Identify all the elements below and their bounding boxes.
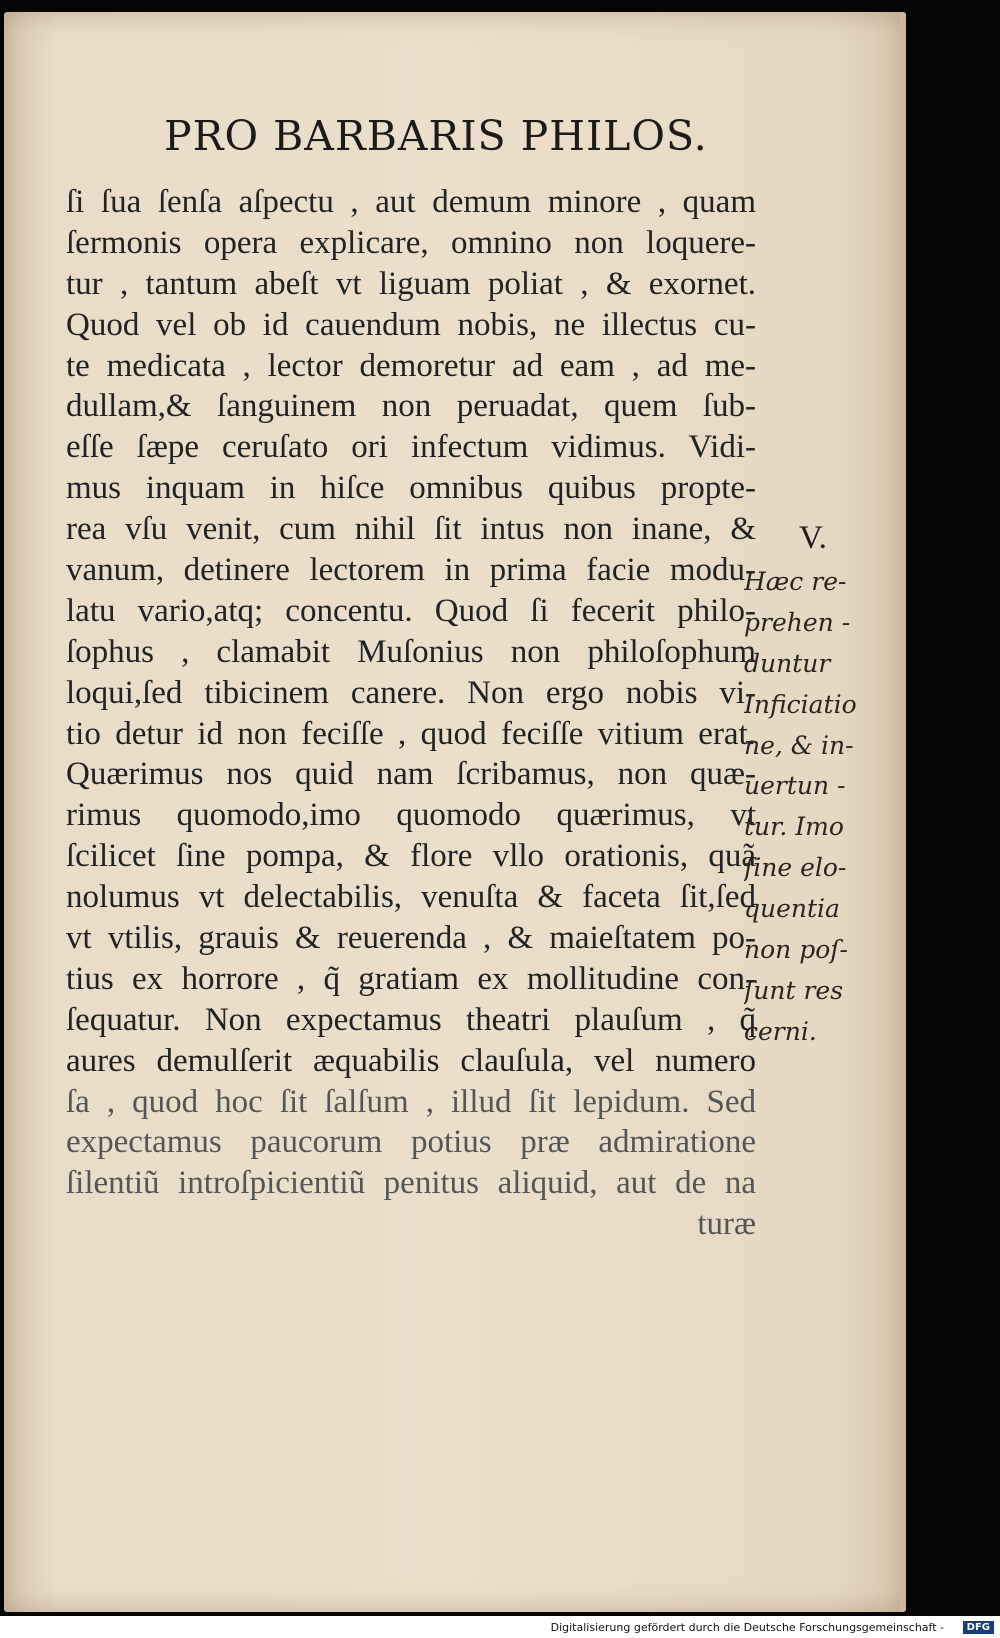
body-line: ſa , quod hoc ſit ſalſum , illud ſit lepidum. Sed	[66, 1083, 756, 1120]
body-line: tur , tantum abeſt vt liguam poliat , & exornet.	[66, 265, 756, 302]
margin-note-line: duntur	[744, 648, 831, 678]
page-edge	[900, 12, 906, 1612]
body-line: eſſe ſæpe ceruſato ori infectum vidimus. Vidi-	[66, 429, 756, 466]
body-line: expectamus paucorum potius præ admiratione	[66, 1124, 756, 1161]
body-line: tius ex horrore , q̃ gratiam ex mollitudine con-	[66, 960, 756, 997]
body-line: ſophus , clamabit Muſonius non philoſophum	[66, 633, 756, 670]
margin-note-line: ſunt res	[744, 975, 844, 1005]
footer-bar	[0, 1616, 1000, 1638]
body-line: rimus quomodo,imo quomodo quærimus, vt	[66, 797, 756, 834]
body-line: te medicata , lector demoretur ad eam , ad me-	[66, 347, 756, 384]
margin-note-line: uertun -	[744, 771, 846, 801]
body-line: rea vſu venit, cum nihil ſit intus non inane, &	[66, 511, 756, 548]
body-line: Quærimus nos quid nam ſcribamus, non quæ-	[66, 756, 756, 793]
margin-note-line: Hæc re-	[744, 567, 847, 596]
body-line: latu vario,atq; concentu. Quod ſi fecerit philo-	[66, 592, 756, 629]
body-line: aures demulſerit æquabilis clauſula, vel numero	[66, 1042, 756, 1079]
section-numeral: V.	[799, 520, 827, 556]
margin-note-line: ſine elo-	[744, 853, 847, 883]
margin-note-line: cerni.	[744, 1016, 817, 1046]
margin-note-line: non poſ-	[744, 935, 848, 965]
body-text	[66, 182, 756, 1245]
body-line: ſequatur. Non expectamus theatri plauſum , q̃	[66, 1001, 756, 1038]
catchword: turæ	[697, 1206, 756, 1243]
dfg-logo-icon: DFG	[963, 1621, 994, 1634]
margin-note-line: prehen -	[744, 607, 851, 637]
margin-note-line: ne, & in-	[744, 730, 854, 760]
body-line: ſermonis opera explicare, omnino non loquere-	[66, 224, 756, 261]
body-line: vt vtilis, grauis & reuerenda , & maieſtatem po-	[66, 920, 756, 957]
body-line: vanum, detinere lectorem in prima facie modu-	[66, 552, 756, 589]
book-page	[4, 12, 906, 1612]
body-line: loqui,ſed tibicinem canere. Non ergo nobis vi-	[66, 674, 756, 711]
body-line: ſcilicet ſine pompa, & flore vllo orationis, quã	[66, 838, 756, 875]
body-line: mus inquam in hiſce omnibus quibus propte-	[66, 470, 756, 507]
margin-note	[744, 562, 874, 1053]
margin-note-line: Inficiatio	[744, 689, 857, 719]
body-line: ſi ſua ſenſa aſpectu , aut demum minore , quam	[66, 184, 756, 220]
funding-notice: Digitalisierung gefördert durch die Deutsche Forschungsgemeinschaft -	[550, 1621, 944, 1634]
body-line: ſilentiũ introſpicientiũ penitus aliquid, aut de na	[66, 1165, 756, 1202]
body-line: tio detur id non feciſſe , quod feciſſe vitium erat.	[66, 715, 756, 752]
body-line: Quod vel ob id cauendum nobis, ne illectus cu-	[66, 306, 756, 343]
body-line: nolumus vt delectabilis, venuſta & faceta ſit,ſed	[66, 879, 756, 916]
margin-note-line: tur. Imo	[744, 812, 844, 842]
running-head: PRO BARBARIS PHILOS.	[164, 112, 708, 160]
margin-note-line: quentia	[744, 894, 840, 924]
body-line: dullam,& ſanguinem non peruadat, quem ſub-	[66, 388, 756, 425]
